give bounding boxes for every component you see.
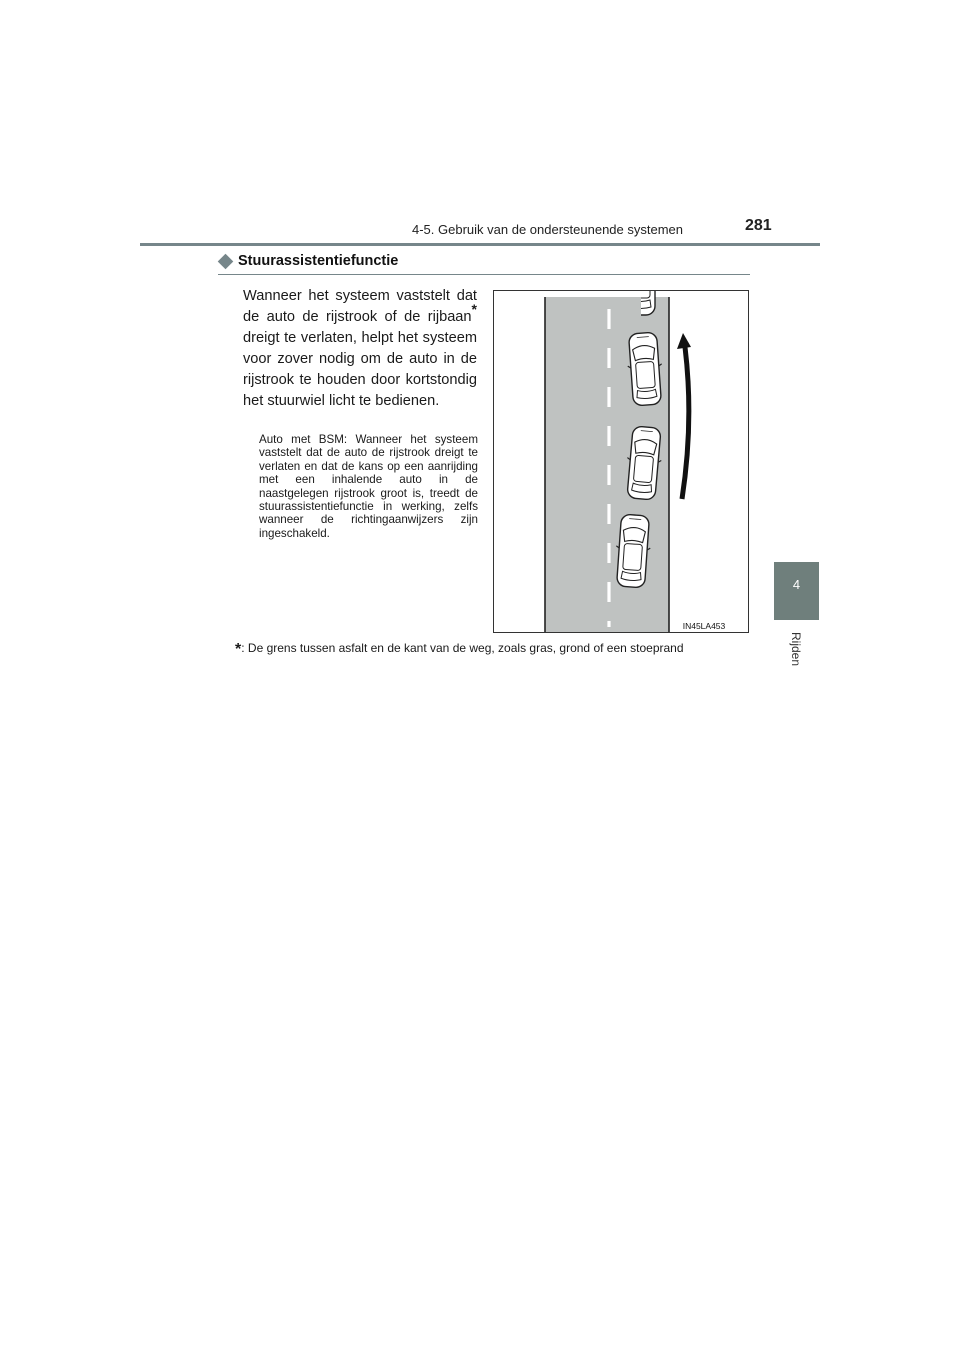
header-rule	[140, 243, 820, 246]
body-paragraph	[243, 286, 477, 412]
page-number: 281	[745, 217, 772, 234]
bsm-note: Auto met BSM: Wanneer het systeem vaststelt dat de auto de rijstrook dreigt te verlaten en dat de kans op een aanrijding met een inhalende auto in de naastgelegen rijstrook groot is, treedt de stuurassistentiefunctie in werking, zelfs wanneer de richtingaanwijzers zijn ingeschakeld.	[259, 433, 478, 540]
running-header: 4-5. Gebruik van de ondersteunende systemen	[412, 222, 684, 237]
steering-arrow	[682, 347, 689, 499]
body-text-part-2: dreigt te verlaten, helpt het systeem voor zover nodig om de auto in de rijstrook te houden door kortstondig het stuurwiel licht te bedienen.	[243, 330, 477, 409]
lane-illustration-svg	[494, 291, 748, 632]
footnote-star: *	[235, 641, 242, 658]
chapter-tab-number: 4	[792, 577, 801, 592]
section-title: Stuurassistentiefunctie	[238, 253, 399, 269]
figure-code: IN45LA453	[682, 621, 726, 631]
section-rule	[218, 274, 750, 275]
footnote-marker: *	[471, 301, 477, 317]
chapter-tab-label: Rijden	[789, 632, 803, 667]
footnote-text: : De grens tussen asfalt en de kant van de weg, zoals gras, grond of een stoeprand	[241, 641, 684, 655]
lane-illustration	[493, 290, 749, 633]
diamond-bullet-icon	[218, 254, 234, 270]
body-text-part-1: Wanneer het systeem vaststelt dat de auto de rijstrook of de rijbaan	[243, 288, 477, 325]
arrow-head	[677, 333, 691, 349]
footnote	[235, 641, 684, 659]
